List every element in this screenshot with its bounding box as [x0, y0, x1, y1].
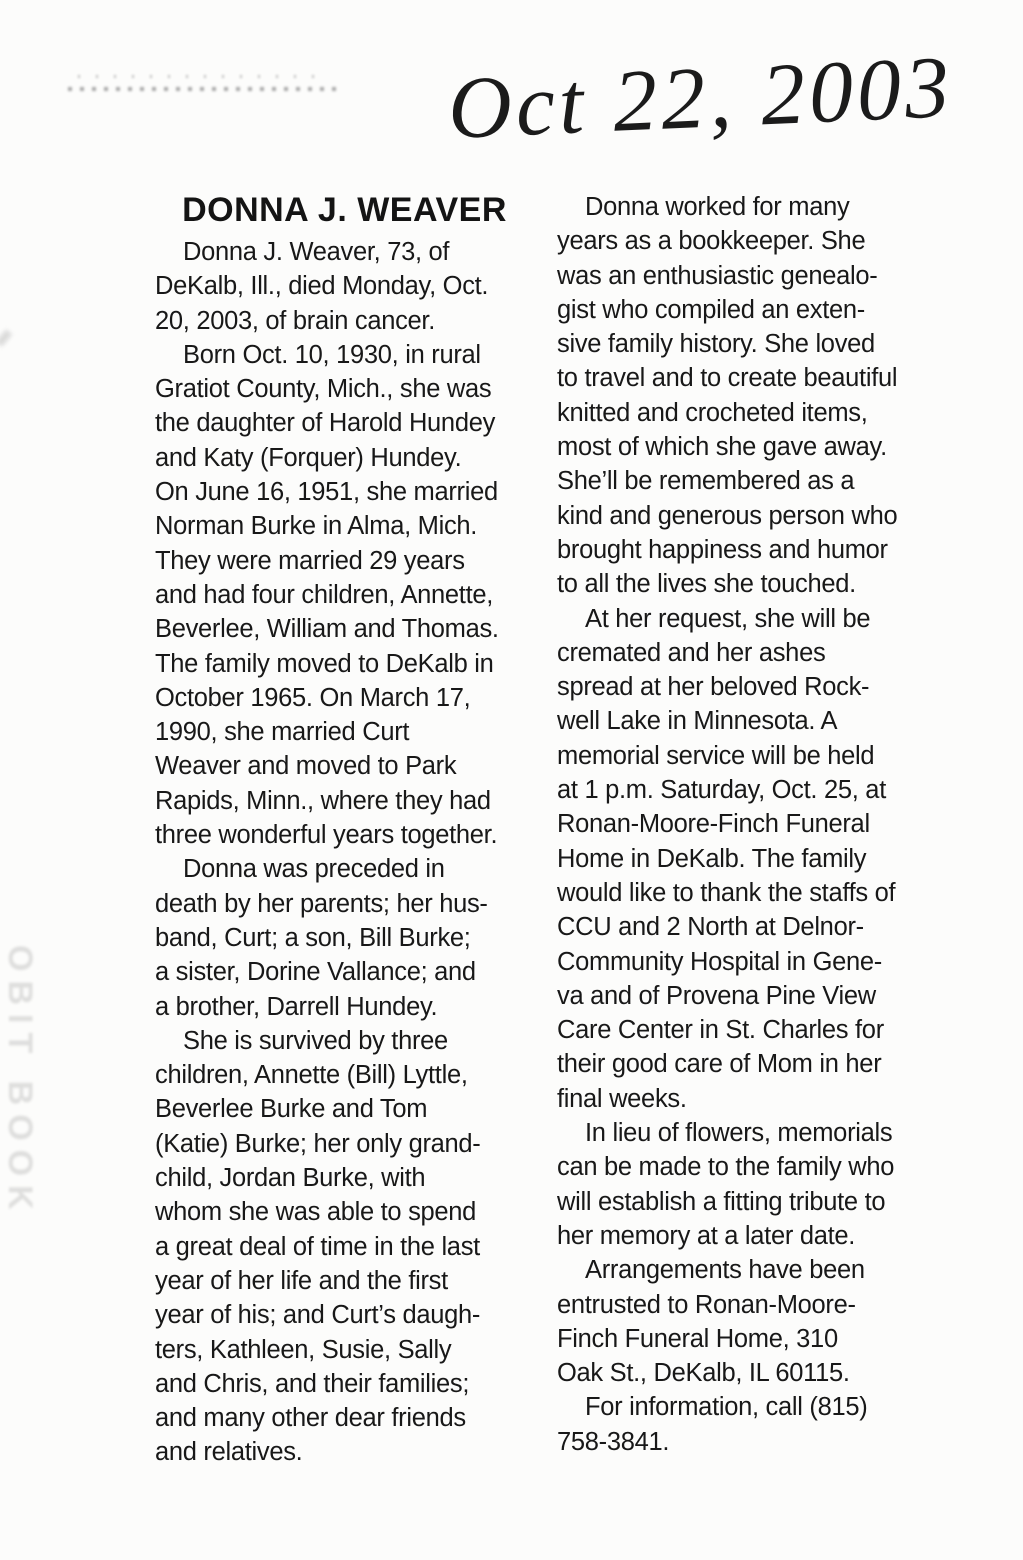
obituary-title: DONNA J. WEAVER — [182, 191, 507, 229]
obituary-paragraph: At her request, she will be cremated and her ashes spread at her beloved Rock- well Lake in Minnesota. A memorial service will be held at 1 p.m. Saturday, Oct. 25, at Ronan-Moore-Finch Funeral Home in DeKalb. The family would like to thank the staffs of CCU and 2 North at Delnor- Community Hospital in Gene- va and of Provena Pine View Care Center in St. Charles for their good care of Mom in her final weeks. — [557, 604, 896, 1113]
obituary-column-2 — [557, 190, 936, 1459]
obituary-paragraph: Donna J. Weaver, 73, of DeKalb, Ill., died Monday, Oct. 20, 2003, of brain cancer. — [155, 238, 489, 335]
obituary-paragraph: She is survived by three children, Annette (Bill) Lyttle, Beverlee Burke and Tom (Katie) Burke; her only grand- child, Jordan Burke, with whom she was able to spend a great deal of time in the last year of her life and the first year of his; and Curt’s daugh- ters, Kathleen, Susie, Sally and Chris, and their families; and many other dear friends and relatives. — [155, 1026, 481, 1467]
obit-book-side-imprint: OBIT BOOK — [1, 945, 39, 1219]
obituary-paragraph: Donna was preceded in death by her parents; her hus- band, Curt; a son, Bill Burke; a sister, Dorine Vallance; and a brother, Darrell Hundey. — [155, 855, 488, 1021]
obituary-paragraph: Arrangements have been entrusted to Ronan-Moore- Finch Funeral Home, 310 Oak St., DeKalb, IL 60115. — [557, 1256, 865, 1388]
obituary-paragraph: For information, call (815) 758-3841. — [557, 1393, 868, 1456]
handwritten-date-annotation: Oct 22, 2003 — [446, 39, 955, 158]
faded-stamp-mark — [68, 70, 336, 100]
obituary-paragraph: In lieu of flowers, memorials can be made to the family who will establish a fitting tribute to her memory at a later date. — [557, 1119, 895, 1250]
obituary-column-1 — [155, 190, 534, 1470]
obituary-body — [155, 190, 936, 1470]
obituary-paragraph: Donna worked for many years as a bookkeeper. She was an enthusiastic genealo- gist who compiled an exten- sive family history. She loved to travel and to create beautiful knitted and crocheted items, most of which she gave away. She’ll be remembered as a kind and generous person who brought happiness and humor to all the lives she touched. — [557, 193, 898, 599]
obituary-column-2-paragraphs — [557, 190, 936, 1459]
obituary-paragraph: Born Oct. 10, 1930, in rural Gratiot County, Mich., she was the daughter of Harold Hundey and Katy (Forquer) Hundey. On June 16, 1951, she married Norman Burke in Alma, Mich. They were married 29 years and had four children, Annette, Beverlee, William and Thomas. The family moved to DeKalb in October 1965. On March 17, 1990, she married Curt Weaver and moved to Park Rapids, Minn., where they had three wonderful years together. — [155, 340, 499, 850]
obituary-column-1-paragraphs — [155, 235, 534, 1470]
